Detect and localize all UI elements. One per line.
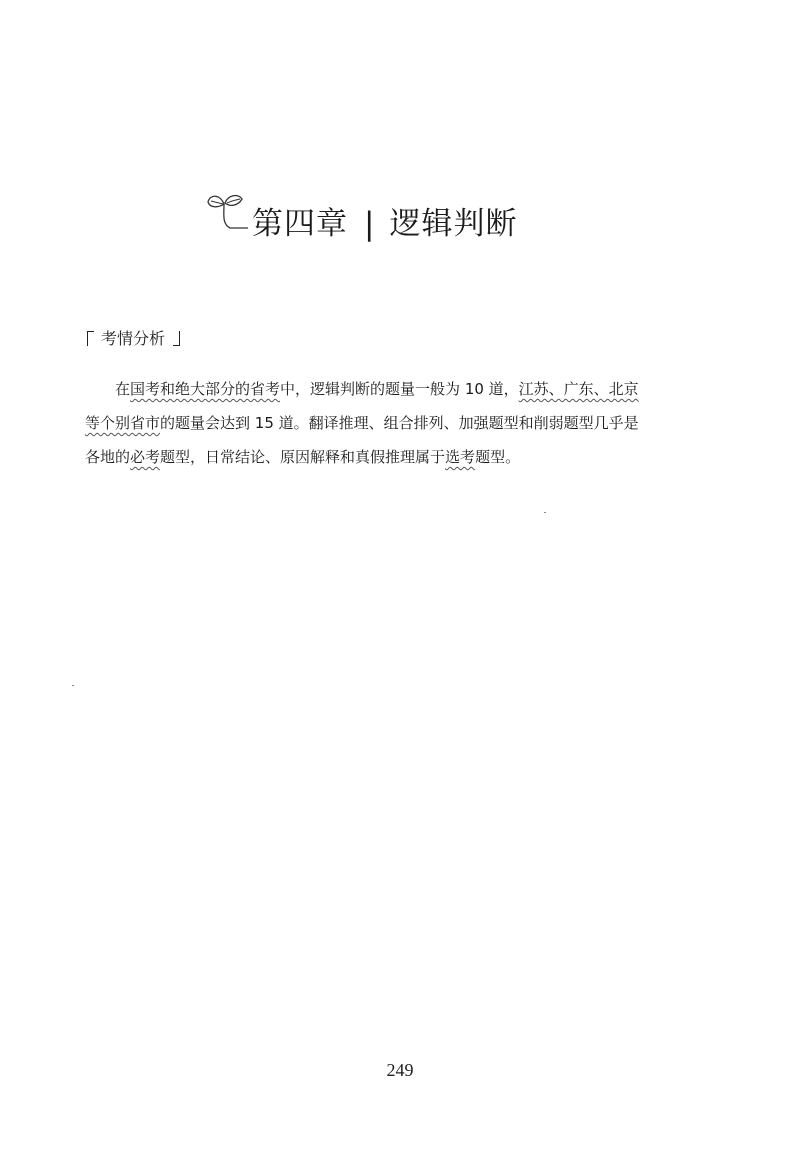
page-number: 249: [386, 1060, 414, 1080]
paragraph-line: 等个别省市的题量会达到 15 道。翻译推理、组合排列、加强题型和削弱题型几乎是: [85, 414, 639, 432]
paragraph-line: 在国考和绝大部分的省考中，逻辑判断的题量一般为 10 道，江苏、广东、北京: [115, 380, 639, 398]
scan-speck: [544, 512, 546, 513]
section-heading-text: 考情分析: [101, 329, 166, 348]
body-paragraph: [85, 372, 695, 474]
emphasis-text: 必考: [130, 448, 161, 466]
chapter-subject: 逻辑判断: [389, 206, 518, 242]
scan-speck: [72, 685, 74, 686]
emphasis-text: 国考和绝大部分的省考: [130, 380, 281, 398]
chapter-title: [252, 204, 517, 244]
section-heading: [85, 328, 181, 350]
paragraph-line: 各地的必考题型，日常结论、原因解释和真假推理属于选考题型。: [85, 448, 521, 466]
emphasis-text: 选考: [445, 448, 476, 466]
corner-bracket-open-icon: [85, 330, 95, 346]
chapter-separator: |: [364, 206, 376, 242]
corner-bracket-close-icon: [171, 330, 181, 346]
chapter-header: [204, 192, 544, 248]
emphasis-text: 江苏、广东、北京: [518, 380, 639, 398]
emphasis-text: 等个别省市: [85, 414, 161, 432]
sprout-icon: [204, 192, 248, 242]
chapter-number: 第四章: [252, 206, 348, 242]
